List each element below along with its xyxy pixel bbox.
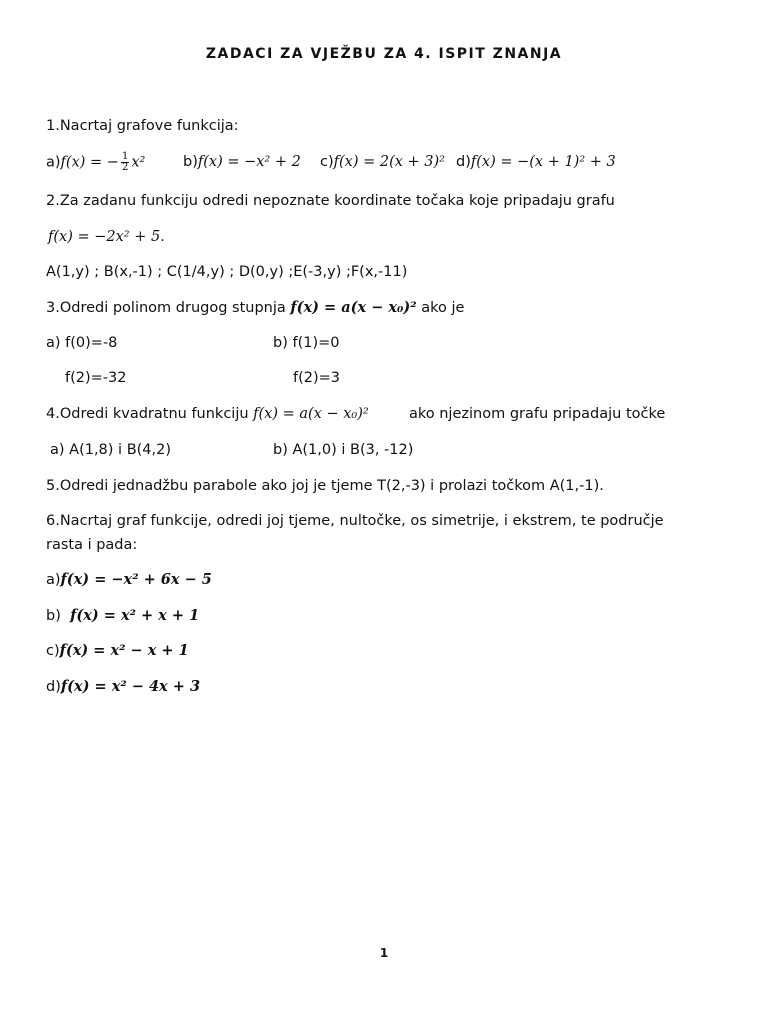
formula: f(x) = x² + x + 1 — [70, 607, 200, 624]
task3-a-condition-1: a) f(0)=-8 — [46, 335, 118, 351]
item-label: a) — [46, 572, 61, 588]
item-label: c) — [320, 154, 334, 170]
heading-text: 4.Odredi kvadratnu funkciju — [46, 406, 254, 422]
task6-item-d — [46, 677, 200, 697]
page-title: ZADACI ZA VJEŽBU ZA 4. ISPIT ZNANJA — [205, 46, 563, 62]
task3-b-condition-2: f(2)=3 — [293, 370, 341, 386]
task2-function — [48, 227, 165, 247]
task6-heading-line2: rasta i pada: — [46, 537, 138, 553]
task3-b-condition-1: b) f(1)=0 — [273, 335, 340, 351]
formula: f(x) = x² − 4x + 3 — [60, 678, 201, 695]
task3-a-condition-2: f(2)=-32 — [65, 370, 127, 386]
fraction — [121, 152, 129, 173]
task1-item-d — [456, 152, 616, 172]
fraction-denominator: 2 — [121, 162, 129, 173]
formula: f(x) = x² − x + 1 — [59, 642, 189, 659]
item-label: c) — [46, 643, 60, 659]
task4-heading — [46, 404, 369, 424]
task4-item-b: b) A(1,0) i B(3, -12) — [273, 442, 414, 458]
task3-heading — [46, 298, 464, 318]
heading-text: 3.Odredi polinom drugog stupnja — [46, 300, 291, 316]
item-label: d) — [46, 679, 61, 695]
page-number: 1 — [379, 946, 389, 960]
formula: f(x) = 2(x + 3)² — [333, 154, 445, 170]
formula-period: . — [160, 229, 165, 245]
task1-item-c — [320, 152, 445, 172]
task4-heading-end: ako njezinom grafu pripadaju točke — [409, 406, 666, 422]
fraction-numerator: 1 — [121, 151, 129, 162]
task6-item-a — [46, 570, 212, 590]
task1-item-a — [46, 152, 145, 173]
task2-heading: 2.Za zadanu funkciju odredi nepoznate koordinate točaka koje pripadaju grafu — [46, 193, 615, 209]
heading-text: ako je — [416, 300, 465, 316]
item-label: b) — [46, 608, 61, 624]
formula: x² — [131, 154, 146, 171]
formula: f(x) = −(x + 1)² + 3 — [470, 154, 616, 170]
task2-points: A(1,y) ; B(x,-1) ; C(1/4,y) ; D(0,y) ;E(-3,y) ;F(x,-11) — [46, 264, 408, 280]
task6-heading-line1: 6.Nacrtaj graf funkcije, odredi joj tjeme, nultočke, os simetrije, i ekstrem, te područje — [46, 513, 664, 529]
item-label: a) — [46, 154, 61, 171]
formula: f(x) = − — [60, 154, 119, 171]
formula: f(x) = a(x − x₀)² — [253, 406, 369, 422]
task4-item-a: a) A(1,8) i B(4,2) — [50, 442, 172, 458]
formula: f(x) = −x² + 2 — [197, 154, 301, 170]
item-label: b) — [183, 154, 198, 170]
task6-item-c — [46, 641, 189, 661]
task1-item-b — [183, 152, 301, 172]
task5-text: 5.Odredi jednadžbu parabole ako joj je tjeme T(2,-3) i prolazi točkom A(1,-1). — [46, 478, 604, 494]
task6-item-b — [46, 606, 199, 626]
task1-heading: 1.Nacrtaj grafove funkcija: — [46, 118, 239, 134]
item-label: d) — [456, 154, 471, 170]
formula: f(x) = −2x² + 5 — [48, 229, 161, 245]
formula: f(x) = −x² + 6x − 5 — [60, 571, 212, 588]
formula: f(x) = a(x − x₀)² — [290, 299, 417, 316]
